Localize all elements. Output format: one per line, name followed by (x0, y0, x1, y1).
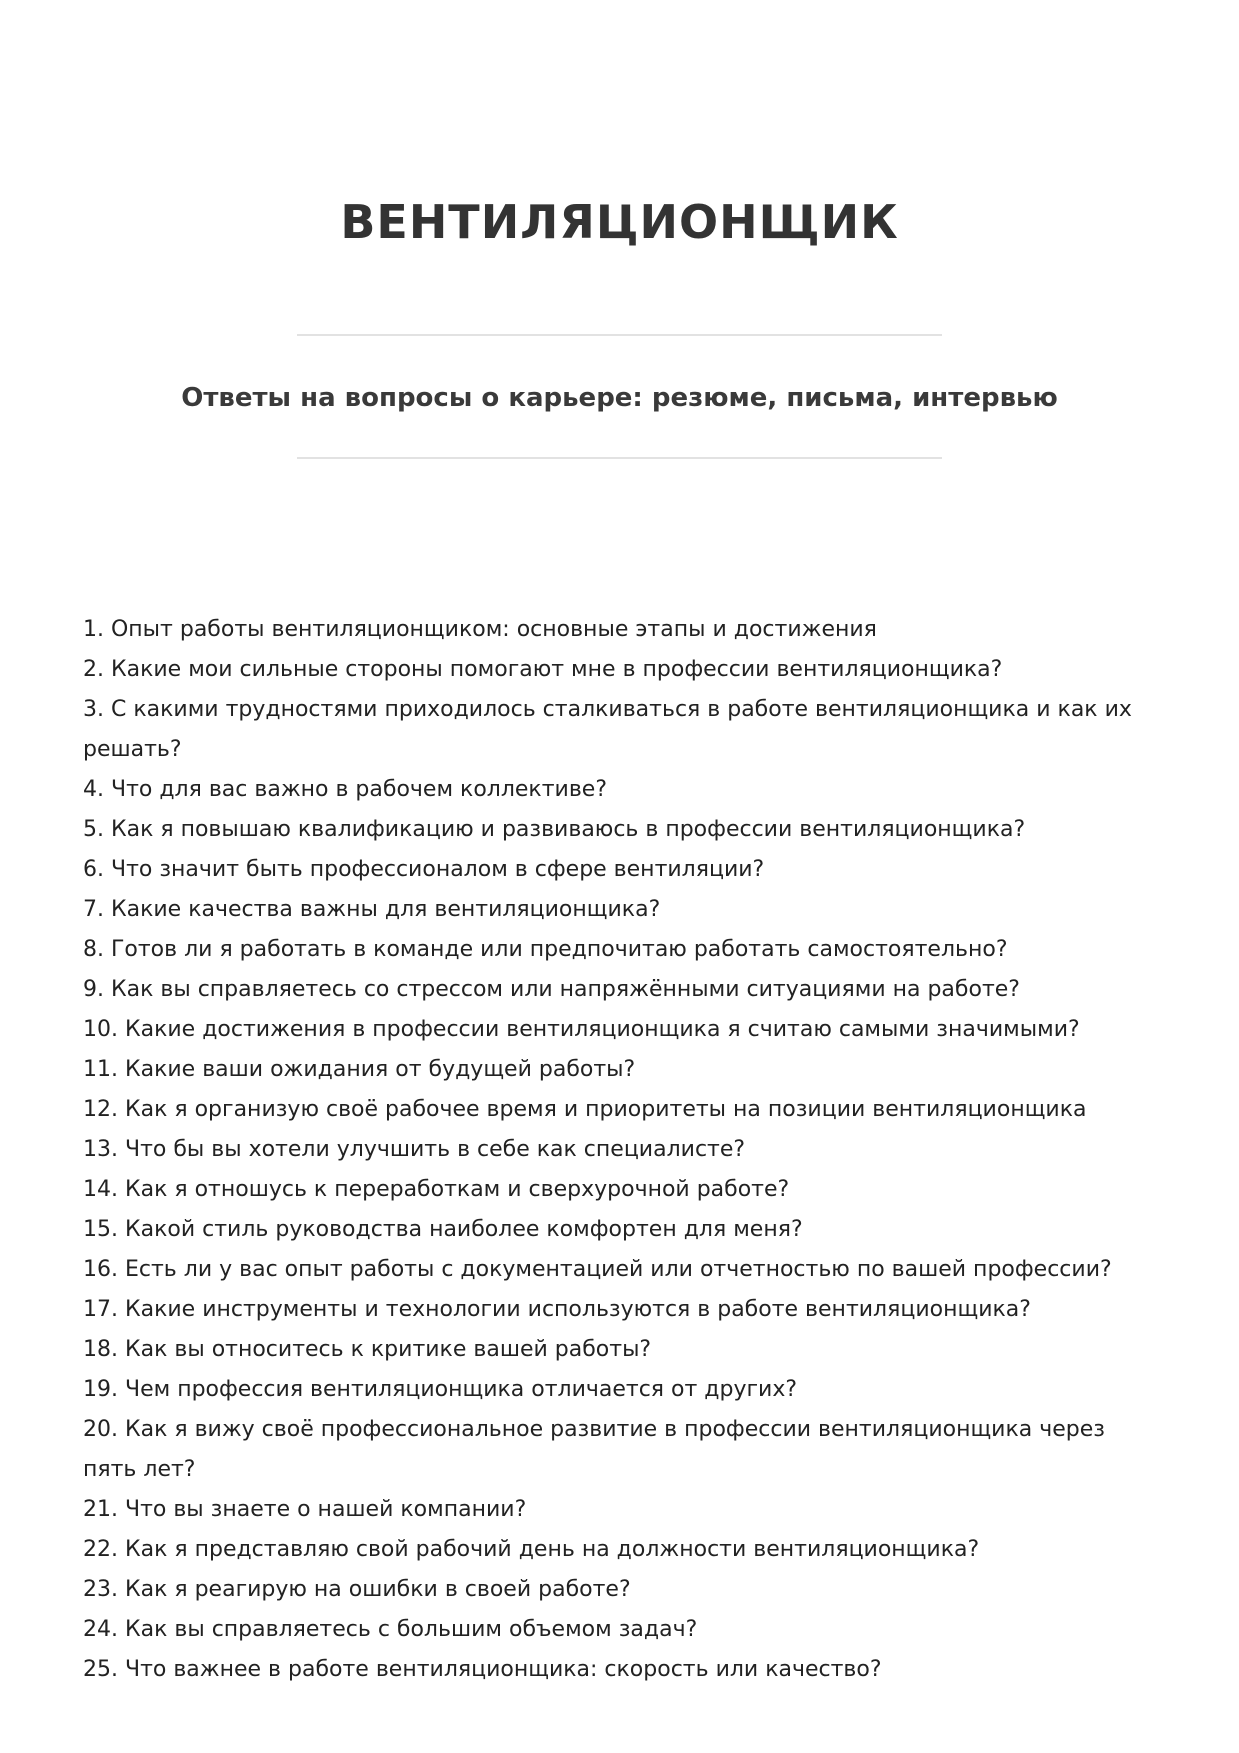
page-title: ВЕНТИЛЯЦИОНЩИК (340, 195, 899, 249)
question-list (83, 610, 1158, 1690)
list-item: 11. Какие ваши ожидания от будущей работы? (83, 1057, 636, 1082)
list-item: 9. Как вы справляетесь со стрессом или напряжёнными ситуациями на работе? (83, 977, 1020, 1002)
list-item: 12. Как я организую своё рабочее время и приоритеты на позиции вентиляционщика (83, 1097, 1087, 1122)
list-item: 8. Готов ли я работать в команде или предпочитаю работать самостоятельно? (83, 937, 1008, 962)
list-item: 15. Какой стиль руководства наиболее комфортен для меня? (83, 1217, 803, 1242)
list-item: 6. Что значит быть профессионалом в сфере вентиляции? (83, 857, 765, 882)
list-item: 21. Что вы знаете о нашей компании? (83, 1497, 527, 1522)
list-item: 22. Как я представляю свой рабочий день на должности вентиляционщика? (83, 1537, 980, 1562)
list-item: 10. Какие достижения в профессии вентиляционщика я считаю самыми значимыми? (83, 1017, 1080, 1042)
list-item: 1. Опыт работы вентиляционщиком: основные этапы и достижения (83, 617, 877, 642)
list-item: 4. Что для вас важно в рабочем коллективе? (83, 777, 608, 802)
list-item: 13. Что бы вы хотели улучшить в себе как специалисте? (83, 1137, 746, 1162)
list-item: 17. Какие инструменты и технологии используются в работе вентиляционщика? (83, 1297, 1031, 1322)
list-item: 25. Что важнее в работе вентиляционщика: скорость или качество? (83, 1657, 882, 1682)
page-subtitle: Ответы на вопросы о карьере: резюме, письма, интервью (181, 383, 1058, 413)
divider-top (297, 334, 942, 336)
list-item: 19. Чем профессия вентиляционщика отличается от других? (83, 1377, 798, 1402)
list-item: 2. Какие мои сильные стороны помогают мне в профессии вентиляционщика? (83, 657, 1003, 682)
divider-bottom (297, 457, 942, 459)
list-item: 23. Как я реагирую на ошибки в своей работе? (83, 1577, 631, 1602)
list-item: 7. Какие качества важны для вентиляционщика? (83, 897, 661, 922)
list-item: 16. Есть ли у вас опыт работы с документацией или отчетностью по вашей профессии? (83, 1257, 1112, 1282)
list-item: 18. Как вы относитесь к критике вашей работы? (83, 1337, 652, 1362)
list-item: 5. Как я повышаю квалификацию и развиваюсь в профессии вентиляционщика? (83, 817, 1026, 842)
list-item: 14. Как я отношусь к переработкам и сверхурочной работе? (83, 1177, 790, 1202)
list-item: 24. Как вы справляетесь с большим объемом задач? (83, 1617, 698, 1642)
list-item: 3. С какими трудностями приходилось сталкиваться в работе вентиляционщика и как их решать? (83, 697, 1132, 762)
list-item: 20. Как я вижу своё профессиональное развитие в профессии вентиляционщика через пять лет? (83, 1417, 1105, 1482)
